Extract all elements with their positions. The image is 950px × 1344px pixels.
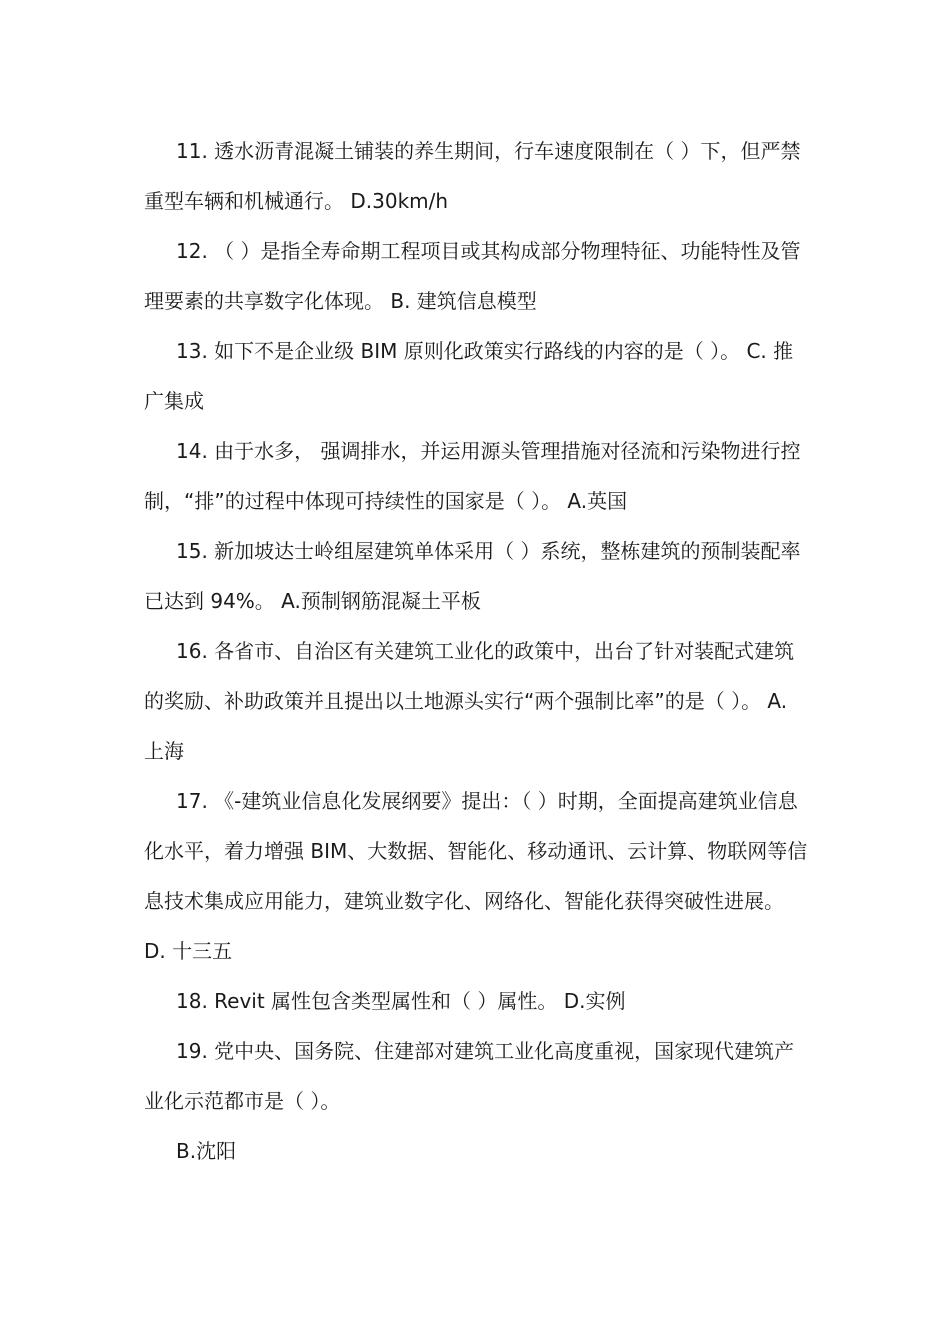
question-14: 14. 由于水多， 强调排水，并运用源头管理措施对径流和污染物进行控制，“排”的过程中体现可持续性的国家是（ ）。 A.英国 <box>144 439 801 513</box>
question-19-answer: B.沈阳 <box>176 1139 237 1163</box>
question-18: 18. Revit 属性包含类型属性和（ ）属性。 D.实例 <box>176 989 626 1013</box>
question-19: 19. 党中央、国务院、住建部对建筑工业化高度重视，国家现代建筑产业化示范都市是（ ）。 <box>144 1039 795 1113</box>
question-13: 13. 如下不是企业级 BIM 原则化政策实行路线的内容的是（ ）。 C. 推广集成 <box>144 339 794 413</box>
question-15: 15. 新加坡达士岭组屋建筑单体采用（ ）系统，整栋建筑的预制装配率已达到 94%。 A.预制钢筋混凝土平板 <box>144 539 801 613</box>
question-17: 17. 《-建筑业信息化发展纲要》提出：（ ）时期，全面提高建筑业信息化水平，着力增强 BIM、大数据、智能化、移动通讯、云计算、物联网等信息技术集成应用能力，建筑业数字化、网络化、智能化获得突破性进展。 D. 十三五 <box>144 789 808 963</box>
question-list <box>144 126 810 1176</box>
question-12: 12. （ ）是指全寿命期工程项目或其构成部分物理特征、功能特性及管理要素的共享数字化体现。 B. 建筑信息模型 <box>144 239 801 313</box>
question-11: 11. 透水沥青混凝土铺装的养生期间，行车速度限制在（ ）下，但严禁重型车辆和机械通行。 D.30km/h <box>144 139 801 213</box>
question-16: 16. 各省市、自治区有关建筑工业化的政策中，出台了针对装配式建筑的奖励、补助政策并且提出以土地源头实行“两个强制比率”的是（ ）。 A. 上海 <box>144 639 795 763</box>
